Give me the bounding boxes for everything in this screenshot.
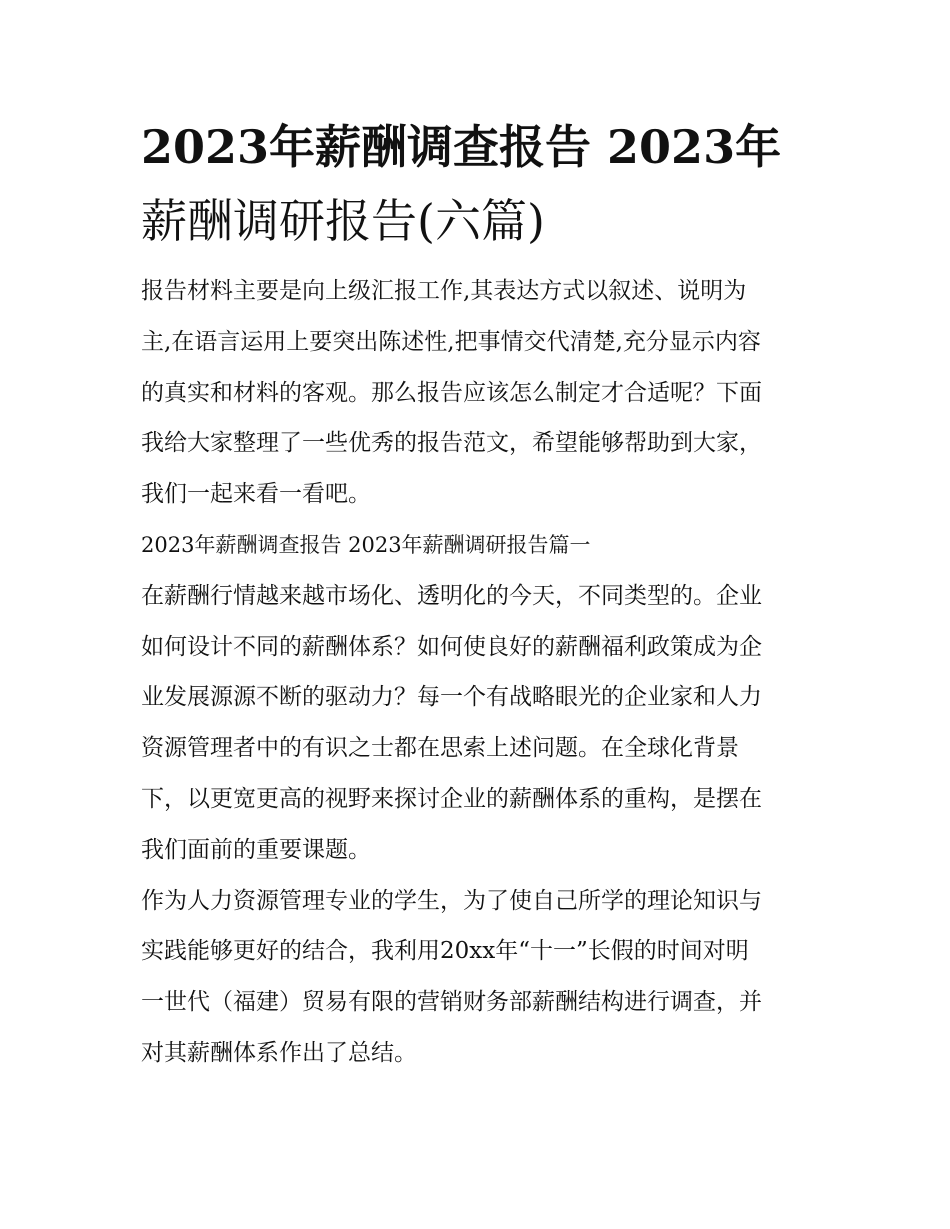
- document-title: [141, 110, 813, 258]
- intro-line: 报告材料主要是向上级汇报工作,其表达方式以叙述、说明为: [141, 278, 747, 304]
- intro-line: 我给大家整理了一些优秀的报告范文，希望能够帮助到大家，: [141, 430, 762, 457]
- document-title-line-2: 薪酬调研报告(六篇): [141, 194, 545, 248]
- body-line: 业发展源源不断的驱动力？每一个有战略眼光的企业家和人力: [141, 684, 762, 711]
- body-line: 资源管理者中的有识之士都在思索上述问题。在全球化背景: [141, 735, 739, 762]
- body-line: 一世代（福建）贸易有限的营销财务部薪酬结构进行调查，并: [141, 989, 762, 1016]
- document-body: [141, 266, 813, 1079]
- body-line: 如何设计不同的薪酬体系？如何使良好的薪酬福利政策成为企: [141, 633, 762, 660]
- body-line: 下，以更宽更高的视野来探讨企业的薪酬体系的重构，是摆在: [141, 785, 762, 812]
- intro-line: 的真实和材料的客观。那么报告应该怎么制定才合适呢？下面: [141, 379, 762, 406]
- body-paragraph-2: [141, 876, 813, 1079]
- body-line: 实践能够更好的结合，我利用20xx年“十一”长假的时间对明: [141, 938, 749, 965]
- body-line: 在薪酬行情越来越市场化、透明化的今天，不同类型的。企业: [141, 582, 762, 609]
- document-page: [141, 110, 813, 1079]
- intro-line: 我们一起来看一看吧。: [141, 481, 371, 508]
- body-line: 对其薪酬体系作出了总结。: [141, 1039, 417, 1066]
- document-title-line-1: 2023年薪酬调查报告 2023年: [141, 120, 782, 174]
- intro-line: 主,在语言运用上要突出陈述性,把事情交代清楚,充分显示内容: [141, 328, 761, 355]
- body-paragraph-1: [141, 571, 813, 876]
- intro-paragraph: [141, 266, 813, 520]
- body-line: 我们面前的重要课题。: [141, 836, 371, 863]
- section-heading: 2023年薪酬调查报告 2023年薪酬调研报告篇一: [141, 532, 591, 557]
- body-line: 作为人力资源管理专业的学生，为了使自己所学的理论知识与: [141, 887, 762, 914]
